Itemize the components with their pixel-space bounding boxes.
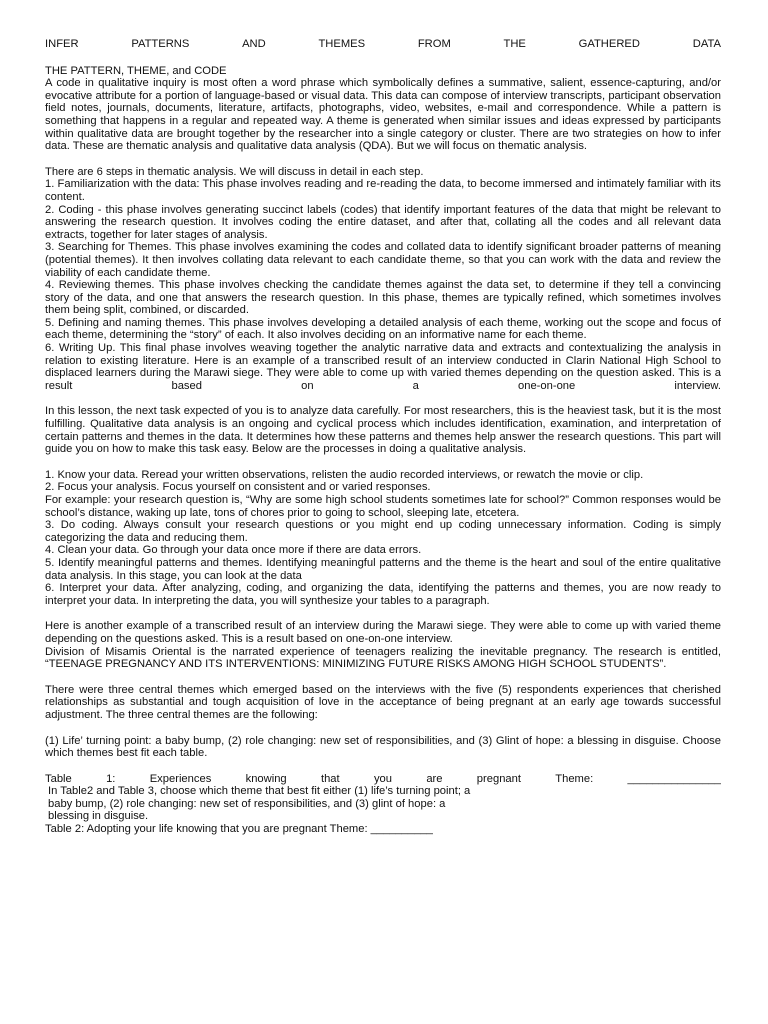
title-word: FROM — [417, 38, 451, 50]
table-1-prompt — [45, 773, 721, 786]
title-word: DATA — [692, 38, 721, 50]
document-page — [45, 38, 721, 836]
title-word: PATTERNS — [131, 38, 190, 50]
table-1-word: are — [426, 772, 443, 785]
research-title-paragraph: Division of Misamis Oriental is the narrated experience of teenagers realizing the inevitable pregnancy. The research is entitled, “TEENAGE PREGNANCY AND ITS INTERVENTIONS: MINIMIZING FUTURE RISKS AMONG HIGH SCHOOL STUDENTS”. — [45, 645, 721, 671]
steps-intro: There are 6 steps in thematic analysis. We will discuss in detail in each step. — [45, 165, 424, 178]
process-item: 3. Do coding. Always consult your research questions or you might end up coding unnecessary information. Coding is simply categorizing the data and reducing them. — [45, 519, 721, 544]
table-2-prompt: Table 2: Adopting your life knowing that you are pregnant Theme: __________ — [45, 823, 433, 836]
title-word: GATHERED — [578, 38, 640, 50]
document-title — [45, 38, 721, 51]
step-item-last: 6. Writing Up. This final phase involves weaving together the analytic narrative data and extracts and contextualizing the analysis in relation to existing literature. Here is an example of a transcribed result of an interview conducted in Clarin National High School to displaced learners during the Marawi siege. They were able to come up with varied themes depending on the question asked. This is a result based on a one-on-one interview. — [45, 342, 721, 392]
table-1-word: 1: — [106, 772, 116, 785]
intro-paragraph: A code in qualitative inquiry is most often a word phrase which symbolically defines a summative, salient, essence-capturing, and/or evocative attribute for a portion of language-based or visual data. This data can compose of interview transcripts, participant observation field notes, journals, documents, literature, artifacts, photographs, video, websites, e-mail and correspondence. While a pattern is something that happens in a regular and repeated way. A theme is generated when similar issues and ideas expressed by participants within qualitative data are brought together by the researcher into a single category or cluster. There are two strategies on how to infer data. These are thematic analysis and qualitative data analysis (QDA). But we will focus on thematic analysis. — [45, 77, 721, 153]
title-word: THE — [503, 38, 526, 50]
step-item: 2. Coding - this phase involves generating succinct labels (codes) that identify important features of the data that might be relevant to answering the research question. It involves coding the entire dataset, and after that, collating all the codes and all relevant data extracts, together for later stages of analysis. — [45, 203, 721, 241]
step-item: 4. Reviewing themes. This phase involves checking the candidate themes against the data set, to determine if they tell a convincing story of the data, and one that answers the research question. In this phase, themes are typically refined, which sometimes involves them being split, combined, or discarded. — [45, 279, 721, 317]
title-word: AND — [242, 38, 266, 50]
step-item: 3. Searching for Themes. This phase involves examining the codes and collated data to identify significant broader patterns of meaning (potential themes). It then involves collating data relevant to each candidate theme, so that you can work with the data and review the viability of each candidate theme. — [45, 241, 721, 279]
themes-list: (1) Life’ turning point: a baby bump, (2) role changing: new set of responsibilities, and (3) Glint of hope: a blessing in disguise. Choose which themes best fit each table. — [45, 734, 721, 760]
step-item: 5. Defining and naming themes. This phase involves developing a detailed analysis of each theme, working out the scope and focus of each theme, determining the “story” of each. It also involves deciding on an informative name for each theme. — [45, 316, 721, 342]
section-heading: THE PATTERN, THEME, and CODE — [45, 64, 227, 77]
process-example: For example: your research question is, “Why are some high school students sometimes late for school?” Common responses would be school’s distance, waking up late, tons of chores prior to going to school, sleeping late, etcetera. — [45, 494, 721, 519]
step-item: 1. Familiarization with the data: This phase involves reading and re-reading the data, to become immersed and intimately familiar with its content. — [45, 178, 721, 203]
process-item: 5. Identify meaningful patterns and themes. Identifying meaningful patterns and the theme is the heart and soul of the entire qualitative data analysis. In this stage, you can look at the data — [45, 556, 721, 582]
table-1-word: _______________ — [627, 772, 721, 785]
themes-paragraph: There were three central themes which emerged based on the interviews with the five (5) respondents experiences that cherished relationships as substantial and tough acquisition of love in the acceptance of being pregnant at an early age towards successful adjustment. The three central themes are the following: — [45, 683, 721, 721]
table-1-word: pregnant — [476, 772, 521, 785]
table-1-word: you — [373, 772, 392, 785]
table-1-word: that — [320, 772, 340, 785]
process-item: 2. Focus your analysis. Focus yourself on consistent and or varied responses. — [45, 481, 431, 494]
title-word: THEMES — [318, 38, 366, 50]
table-1-word: Table — [45, 772, 72, 785]
title-word: INFER — [45, 38, 79, 50]
table-instructions: In Table2 and Table 3, choose which theme that best fit either (1) life’s turning point; a baby bump, (2) role changing: new set of responsibilities, and (3) glint of hope: a blessing in disguise. — [48, 785, 471, 823]
table-1-word: Experiences — [149, 772, 212, 785]
table-1-word: knowing — [245, 772, 287, 785]
lesson-paragraph: In this lesson, the next task expected of you is to analyze data carefully. For most researchers, this is the heaviest task, but it is the most fulfilling. Qualitative data analysis is an ongoing and cyclical process which includes identification, examination, and interpretation of certain patterns and themes in the data. It determines how these patterns and themes help answer the research questions. This part will guide you on how to make this task easy. Below are the processes in doing a qualitative analysis. — [45, 405, 721, 456]
process-item: 4. Clean your data. Go through your data once more if there are data errors. — [45, 544, 422, 557]
process-item: 1. Know your data. Reread your written observations, relisten the audio recorded interviews, or rewatch the movie or clip. — [45, 468, 644, 481]
process-item: 6. Interpret your data. After analyzing, coding, and organizing the data, identifying the patterns and themes, you are now ready to interpret your data. In interpreting the data, you will synthesize your tables to a paragraph. — [45, 582, 721, 607]
table-1-word: Theme: — [555, 772, 594, 785]
example-paragraph: Here is another example of a transcribed result of an interview during the Marawi siege. They were able to come up with varied theme depending on the questions asked. This is a result based on one-on-one interview. — [45, 620, 721, 645]
